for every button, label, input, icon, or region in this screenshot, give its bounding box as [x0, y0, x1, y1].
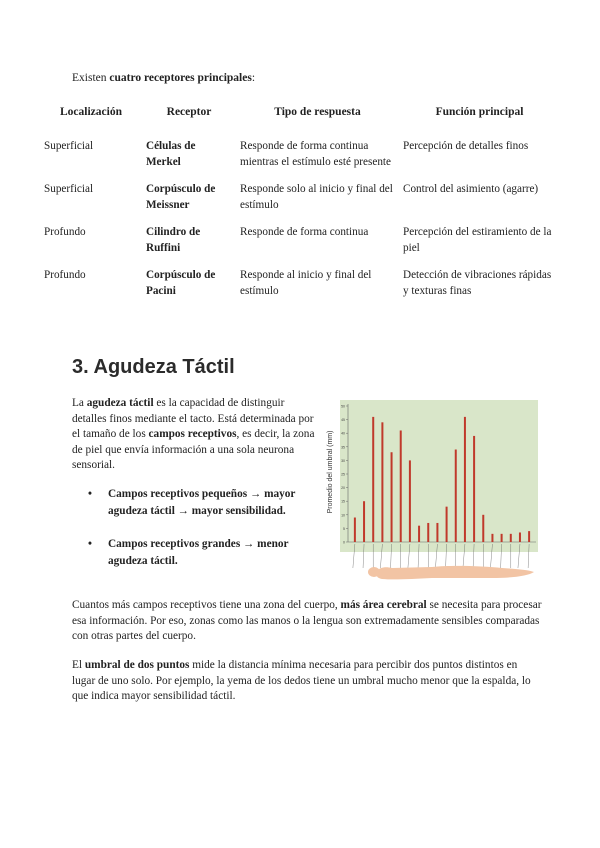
chart-bar [510, 534, 512, 542]
cell-receptor: Corpúsculo de Meissner [146, 183, 216, 211]
chart-bar [363, 501, 365, 542]
table-row [40, 138, 560, 181]
chart-bar [519, 532, 521, 542]
y-axis-label: Promedio del umbral (mm) [327, 430, 334, 514]
y-tick-label: 35 [341, 445, 345, 450]
y-tick-label: 25 [341, 472, 345, 477]
acuity-paragraph: La agudeza táctil es la capacidad de distinguir detalles finos mediante el tacto. Está determinada por el tamaño de los campos receptivos, es decir, la zona de piel que envía información a una sola neurona sensorial. [72, 397, 315, 471]
cell-funcion: Percepción del estiramiento de la piel [403, 226, 552, 254]
body-silhouette [377, 566, 534, 580]
y-tick-label: 20 [341, 486, 345, 491]
header-localizacion: Localización [60, 106, 122, 118]
table-row [40, 181, 560, 224]
cell-localizacion: Profundo [44, 226, 86, 238]
body-head [368, 567, 380, 577]
chart-bar [381, 422, 383, 542]
cell-receptor: Células de Merkel [146, 140, 196, 168]
cerebral-area-paragraph: Cuantos más campos receptivos tiene una zona del cuerpo, más área cerebral se necesita para procesar esa información. Por eso, zonas como las manos o la lengua son extremadamente sensibles comparadas con otras partes del cuerpo. [72, 599, 542, 642]
table-row [40, 267, 560, 310]
chart-bar [464, 417, 466, 542]
cell-localizacion: Superficial [44, 183, 94, 195]
y-tick-label: 30 [341, 458, 345, 463]
y-tick-label: 45 [341, 418, 345, 423]
chart-bar [528, 531, 530, 542]
y-tick-label: 0 [343, 540, 345, 545]
chart-bar [436, 523, 438, 542]
chart-bar [501, 534, 503, 542]
y-tick-label: 10 [341, 513, 345, 518]
receptors-table [40, 104, 560, 310]
cell-funcion: Percepción de detalles finos [403, 140, 529, 152]
chart-bar [491, 534, 493, 542]
bullet-item: • Campos receptivos grandes → menor agudeza táctil. [80, 536, 318, 570]
cell-tipo: Responde de forma continua [240, 226, 369, 238]
cell-localizacion: Superficial [44, 140, 94, 152]
y-tick-label: 5 [343, 526, 345, 531]
table-header-row [40, 104, 560, 138]
table-row [40, 224, 560, 267]
y-tick-label: 15 [341, 499, 345, 504]
chart-bar [455, 450, 457, 542]
chart-bar [354, 518, 356, 542]
chart-bar [482, 515, 484, 542]
cell-tipo: Responde de forma continua mientras el estímulo esté presente [240, 140, 391, 168]
chart-bar [446, 507, 448, 542]
section-title: 3. Agudeza Táctil [72, 356, 235, 378]
chart-bar [391, 452, 393, 542]
two-point-paragraph: El umbral de dos puntos mide la distancia mínima necesaria para percibir dos puntos distintos en lugar de uno solo. Por ejemplo, la yema de los dedos tiene un umbral mucho menor que la espalda, lo que indica mayor sensibilidad táctil. [72, 659, 531, 702]
y-tick-label: 40 [341, 431, 345, 436]
cell-tipo: Responde solo al inicio y final del estímulo [240, 183, 393, 211]
chart-bar [400, 430, 402, 542]
chart-bar [473, 436, 475, 542]
header-funcion: Función principal [435, 106, 524, 118]
bullet-list [80, 486, 318, 586]
plot-background [340, 400, 538, 552]
cell-funcion: Detección de vibraciones rápidas y texturas finas [403, 269, 552, 297]
chart-bar [427, 523, 429, 542]
threshold-chart-svg [322, 392, 542, 588]
threshold-chart [322, 392, 542, 588]
cell-localizacion: Profundo [44, 269, 86, 281]
body-illustration [368, 566, 534, 580]
header-receptor: Receptor [166, 106, 212, 118]
cell-funcion: Control del asimiento (agarre) [403, 183, 539, 195]
cell-tipo: Responde al inicio y final del estímulo [240, 269, 372, 297]
cell-receptor: Cilindro de Ruffini [146, 226, 201, 254]
chart-bar [372, 417, 374, 542]
chart-bar [409, 460, 411, 542]
chart-bar [418, 526, 420, 542]
header-tipo-respuesta: Tipo de respuesta [274, 106, 361, 118]
cell-receptor: Corpúsculo de Pacini [146, 269, 216, 297]
bullet-item: • Campos receptivos pequeños → mayor agudeza táctil → mayor sensibilidad. [80, 486, 318, 520]
intro-text: Existen cuatro receptores principales: [72, 72, 256, 84]
y-tick-label: 50 [341, 404, 345, 409]
